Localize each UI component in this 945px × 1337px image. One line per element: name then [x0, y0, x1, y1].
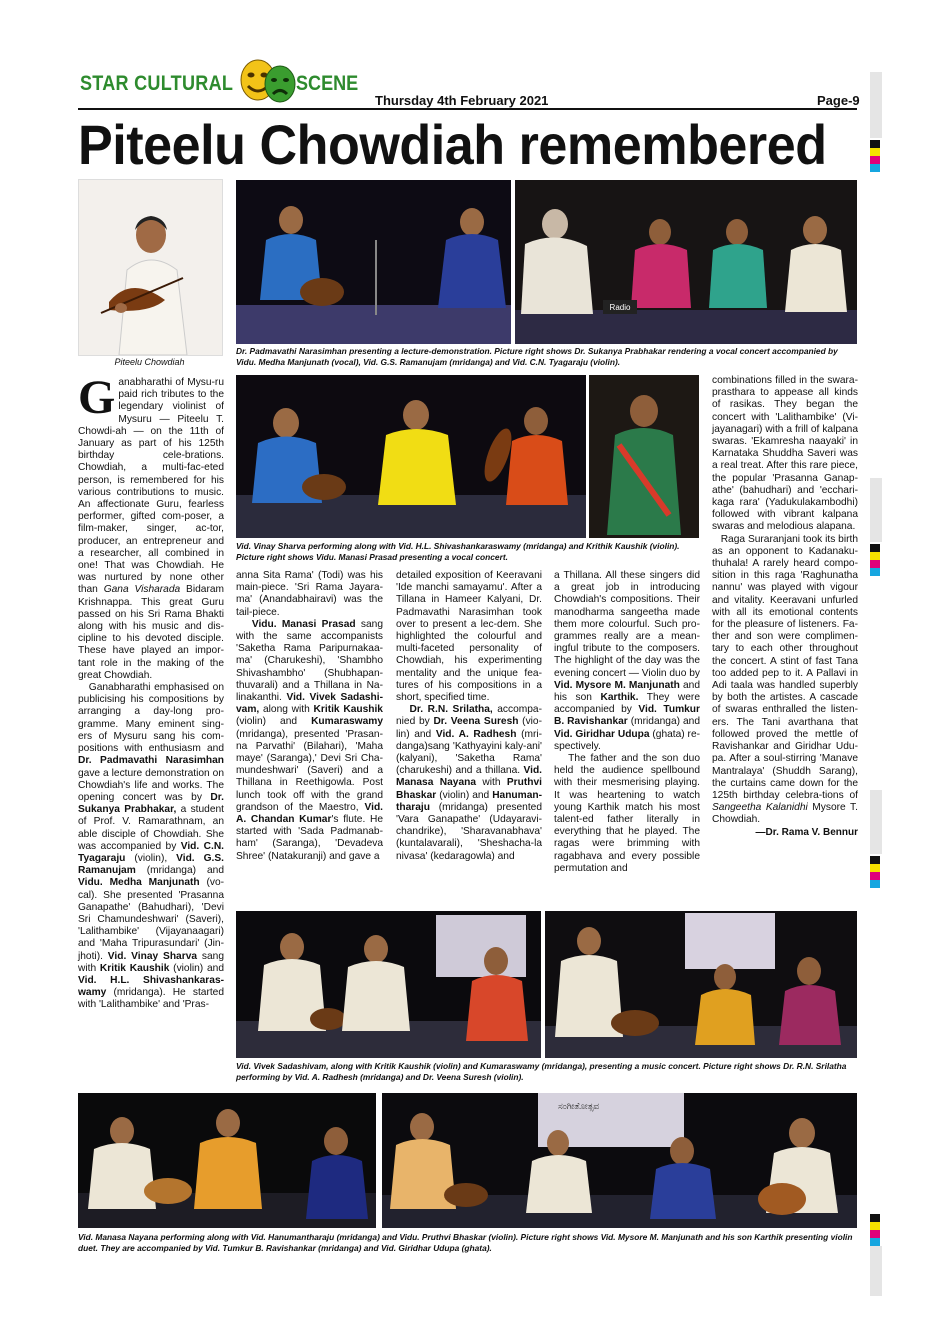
print-margin-strip	[870, 72, 882, 138]
registration-mark-magenta	[870, 156, 880, 164]
page-number: Page-9	[817, 93, 860, 108]
registration-mark-black	[870, 856, 880, 864]
article-column-5	[712, 375, 858, 839]
photo-manasi-prasad	[589, 375, 699, 538]
registration-mark-yellow	[870, 148, 880, 156]
registration-mark-black	[870, 544, 880, 552]
article-column-2: anna Sita Rama' (Todi) was his main-piece. 'Sri Rama Jayara-ma' (Anandabhairavi) was the tail-piece. Vidu. Manasi Prasad sang with the same accompanists 'Saketha Rama Paripurnakaa-ma' (Charukeshi), 'Shambho Shivashambho' (Shubhapan-thuvarali) and a Thillana in Na-linakanthi. Vid. Vivek Sadashi-vam, along with Kritik Kaushik (violin) and Kumaraswamy (mridanga), presented 'Prasan-na Parvathi' (Bilahari), 'Maha maye' (Saranga),' Devi Sri Cha-mundeshwari' (Saveri) and a Thillana in Reethigowla. Post lunch took off with the grand grandson of the Maestro, Vid. A. Chandan Kumar's flute. He started with 'Sada Padmanab-ham' (Saranga), 'Devadeva Shree' (Natakuranji) and gave a	[236, 570, 384, 862]
photo-manasa-nayana	[78, 1093, 376, 1228]
photo-vocal-concert	[515, 180, 857, 344]
registration-mark-black	[870, 1214, 880, 1222]
photo-caption-4: Vid. Manasa Nayana performing along with Vid. Hanumantharaju (mridanga) and Vidu. Pruthvi Bhaskar (violin). Picture right shows Vid. Mysore M. Manjunath and his son Karthik presenting violin duet. They are accompanied by Vid. Tumkur B. Ravishankar (mridanga) and Vid. Giridhar Udupa (ghata).	[78, 1232, 853, 1253]
article-byline: —Dr. Rama V. Bennur	[755, 826, 858, 838]
print-margin-strip	[870, 790, 882, 854]
registration-mark-black	[870, 140, 880, 148]
section-brand-left: STAR CULTURAL	[80, 72, 234, 95]
portrait-photo	[78, 179, 223, 356]
stage-sign-radio: Radio	[609, 303, 631, 312]
registration-mark-cyan	[870, 164, 880, 172]
photo-violin-duet	[382, 1093, 857, 1228]
print-margin-strip	[870, 1246, 882, 1296]
article-column-3: detailed exposition of Keeravani 'Ide manchi samayamu'. After a Tillana in Hameer Kalyani, Dr. Padmavathi Narasimhan took over to present a lec-dem. She highlighted the colourful and multi-faceted personality of Chowdiah, his experimenting mentality and the unique fea-tures of his compositions in a short, specified time. Dr. R.N. Srilatha, accompa-nied by Dr. Veena Suresh (vio-lin) and Vid. A. Radhesh (mri-danga)sang 'Kathyayini kaly-ani' (kalyani), 'Saketha Rama' (charukeshi) and a thillana. Vid. Manasa Nayana with Pruthvi Bhaskar (violin) and Hanuman-tharaju (mridanga) presented 'Vara Ganapathe' (Udayaravi-chandrike), 'Sharavanabhava' (kuntalavarali), 'Sheshacha-la nivasa' (kedaragowla) and	[396, 570, 542, 862]
registration-mark-cyan	[870, 568, 880, 576]
registration-mark-magenta	[870, 872, 880, 880]
article-column-1	[78, 371, 225, 1012]
registration-mark-cyan	[870, 1238, 880, 1246]
registration-mark-yellow	[870, 864, 880, 872]
photo-caption-3: Vid. Vivek Sadashivam, along with Kritik Kaushik (violin) and Kumaraswamy (mridanga), presenting a music concert. Picture right shows Dr. R.N. Srilatha performing by Vid. A. Radhesh (mridanga) and Dr. Veena Suresh (violin).	[236, 1061, 847, 1082]
registration-mark-magenta	[870, 560, 880, 568]
photo-lecture-demonstration	[236, 180, 511, 344]
photo-caption-2: Vid. Vinay Sharva performing along with Vid. H.L. Shivashankaraswamy (mridanga) and Krithik Kaushik (violin). Picture right shows Vidu. Manasi Prasad presenting a vocal concert.	[236, 541, 680, 562]
portrait-caption: Piteelu Chowdiah	[114, 357, 185, 367]
photo-vinay-sharva-concert	[236, 375, 586, 538]
registration-mark-magenta	[870, 1230, 880, 1238]
section-brand-right: SCENE	[296, 72, 359, 95]
registration-mark-yellow	[870, 1222, 880, 1230]
registration-mark-yellow	[870, 552, 880, 560]
article-col1b-text: Ganabharathi emphasised on publicising his compositions by arranging a day-long pro-gramme. Many eminent sing-ers of Mysuru sang his com-positions with enthusiasm and Dr. Padmavathi Narasimhan gave a lecture demonstration on Chowdiah's life and works. The opening concert was by Dr. Sukanya Prabhakar, a student of Prof. V. Ramarathnam, an able disciple of Chowdiah. She was accompanied by Vid. C.N. Tyagaraju (violin), Vid. G.S. Ramanujam (mridanga) and Vidu. Medha Manjunath (vo-cal). She presented 'Prasanna Ganapathe' (Bahudhari), 'Devi Sri Chamundeshwari' (Saveri), 'Lalithambike' (Vijayanaagari) and 'Maha Tripurasundari' (Jin-jhoti). Vid. Vinay Sharva sang with Kritik Kaushik (violin) and Vid. H.L. Shivashankaras-wamy (mridanga). He started with 'Lalithambike' and 'Pras-	[78, 682, 225, 1011]
print-margin-strip	[870, 478, 882, 542]
photo-caption-1: Dr. Padmavathi Narasimhan presenting a lecture-demonstration. Picture right shows Dr. Sukanya Prabhakar rendering a vocal concert accompanied by Vidu. Medha Manjunath (vocal), Vid. G.S. Ramanujam (mridanga) and Vid. C.N. Tyagaraju (violin).	[236, 346, 838, 367]
page-title: Piteelu Chowdiah remembered	[78, 113, 827, 176]
article-col1-text: anabharathi of Mysu-ru paid rich tributes to the legendary violinist of Mysuru — Piteelu T. Chowdi-ah — on the 11th of January as part of his 125th birthday cele-brations. Chowdiah, a multi-fac-eted person, is remembered for his various contributions to music. An affectionate Guru, fearless performer, gifted com-poser, a film-maker, singer, ac-tor, producer, an entrepreneur and a researcher, all combined in one! That was Chowdiah. He was nurtured by none other than Gana Visharada Bidaram Krishnappa. This great Guru passed on his Sri Rama Bhakti along with his music and dis-cipline to his devoted disciple. These have played an impor-tant role in the making of the great Chowdiah.	[78, 377, 224, 681]
theatre-masks-logo	[236, 58, 300, 104]
issue-date: Thursday 4th February 2021	[375, 93, 549, 108]
photo-vivek-sadashivam	[236, 911, 541, 1058]
article-col5-text: combinations filled in the swara-prasthara to appease all kinds of rasikas. They began the concert with 'Lalithambike' (Vi-jayanagari) with a frill of kalpana swaras. 'Ekamresha naayaki' in Karnataka Shuddha Saveri was a real treat. After this rare piece, the popular 'Prasanna Ganap-athe' (bahudhari) and 'ecchari-kaga rara' (Yadukulakambodhi) followed with vibrant kalpana swaras and melodious alapana. Raga Suraranjani took its birth as an opponent to Kadanaku-thuhala! A rarely heard compo-sition in this raga 'Raghunatha nannu' was played with vigour and vitality. Keeravani unfurled with all its emotional contents for the pleasure of listeners. Fa-ther and son were complimen-tary to each other throughout the concert. A stint of fast Tana too added pep to it. A Pallavi in Adi taala was handled superbly by both the artistes. A cascade of swaras enthralled the listen-ers. The Tani avarthana that followed proved the mettle of Ravishankar and Giridhar Udu-pa. After a soul-stirring 'Manave Mantralaya' (Shuddh Sarang), the curtains came down for the 125th birthday celebra-tions of Sangeetha Kalanidhi Mysore T. Chowdiah.	[712, 375, 858, 826]
article-column-4: a Thillana. All these singers did a great job in introducing Chowdiah's compositions. Their manodharma sangeetha made them more colourful. Such pro-grammes really are a mean-ingful tribute to the composers. The highlight of the day was the evening concert — Violin duo by Vid. Mysore M. Manjunath and his son Karthik. They were accompanied by Vid. Tumkur B. Ravishankar (mridanga) and Vid. Giridhar Udupa (ghata) re-spectively. The father and the son duo held the audience spellbound with their mesmerising playing. It was heartening to watch young Karthik match his most talent-ed father literally in everything that he played. The ragas were brimming with ragabhava and every possible permutation and	[554, 570, 701, 874]
photo-srilatha-concert	[545, 911, 857, 1058]
registration-mark-cyan	[870, 880, 880, 888]
stage-sign-kannada: ಸಂಗೀತೋತ್ಸವ	[558, 1102, 600, 1112]
drop-cap: G	[78, 371, 116, 424]
